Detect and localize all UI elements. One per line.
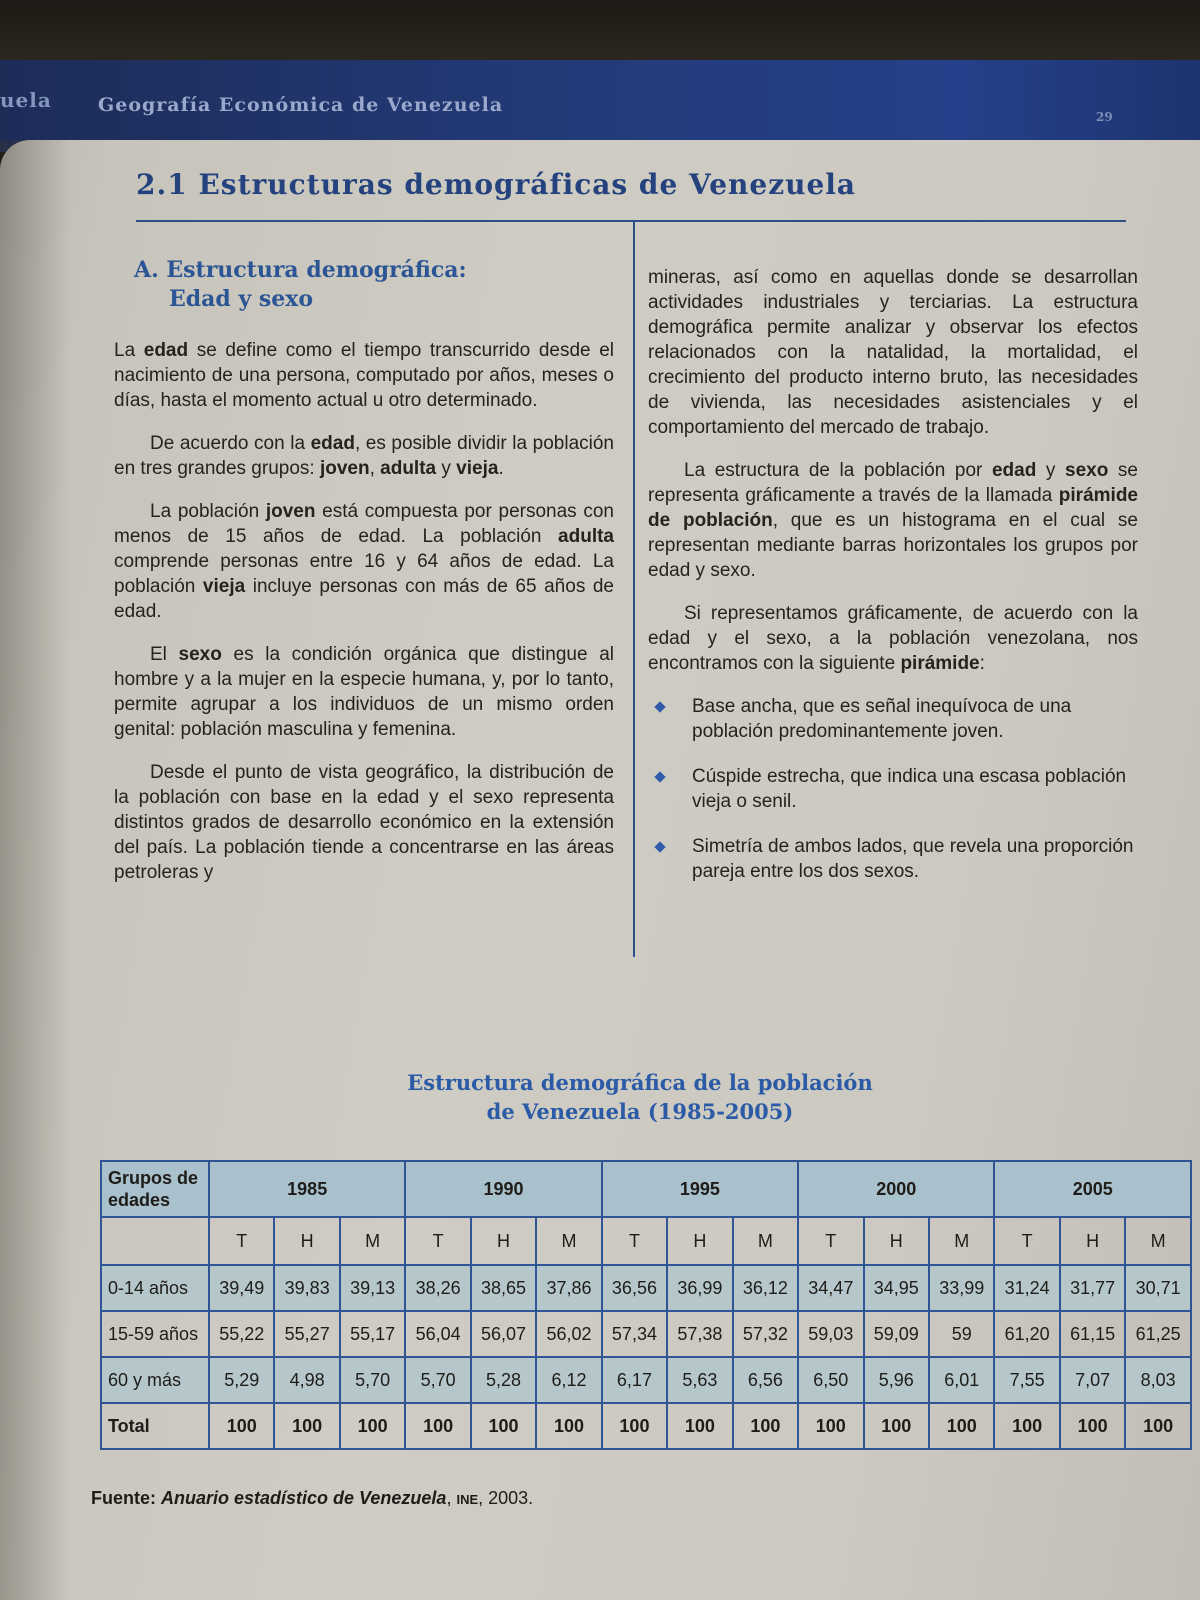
- text-run: y: [1036, 460, 1066, 481]
- table-cell: 33,99: [929, 1265, 994, 1311]
- subcolumn-header: T: [994, 1217, 1059, 1265]
- text-run: La: [114, 340, 144, 361]
- empty-cell: [101, 1217, 209, 1265]
- table-cell: 37,86: [536, 1265, 601, 1311]
- table-cell: 56,07: [471, 1311, 536, 1357]
- right-column: [648, 265, 1138, 904]
- list-item-text: Cúspide estrecha, que indica una escasa población vieja o senil.: [692, 766, 1127, 812]
- year-header: 2005: [994, 1161, 1191, 1217]
- row-label: Total: [101, 1403, 209, 1449]
- list-item-text: Base ancha, que es señal inequívoca de una población predominantemente joven.: [692, 696, 1072, 742]
- table-cell: 55,17: [340, 1311, 405, 1357]
- table-cell: 100: [798, 1403, 863, 1449]
- subsection-heading: [134, 256, 614, 314]
- list-item-text: Simetría de ambos lados, que revela una proporción pareja entre los dos sexos.: [692, 836, 1134, 882]
- table-cell: 100: [471, 1403, 536, 1449]
- table-row: [101, 1311, 1191, 1357]
- table-cell: 100: [1125, 1403, 1191, 1449]
- subcolumn-header: T: [798, 1217, 863, 1265]
- table-cell: 56,02: [536, 1311, 601, 1357]
- text-run: De acuerdo con la: [150, 433, 311, 454]
- text-run: Si representamos gráficamente, de acuerdo con la edad y el sexo, a la población venezolana, nos encontramos con la siguiente: [648, 603, 1138, 674]
- source-organization: INE: [456, 1492, 479, 1507]
- table-cell: 5,28: [471, 1357, 536, 1403]
- table-cell: 100: [274, 1403, 339, 1449]
- table-cell: 100: [536, 1403, 601, 1449]
- list-item: [648, 764, 1138, 814]
- paragraph-pyramid-definition: [648, 458, 1138, 583]
- diamond-bullet-icon: [654, 771, 665, 782]
- subsection-heading-line1: A. Estructura demográfica:: [134, 257, 467, 283]
- table-cell: 5,70: [340, 1357, 405, 1403]
- text-run: incluye personas con más de 65 años de edad.: [114, 576, 615, 622]
- table-cell: 39,49: [209, 1265, 274, 1311]
- table-cell: 6,12: [536, 1357, 601, 1403]
- bold-term: edad: [143, 340, 189, 361]
- background-top: [0, 0, 1200, 60]
- table-cell: 30,71: [1125, 1265, 1191, 1311]
- text-run: El: [150, 644, 179, 665]
- table-cell: 57,38: [667, 1311, 732, 1357]
- table-cell: 36,12: [733, 1265, 798, 1311]
- subcolumn-header: H: [274, 1217, 339, 1265]
- subcolumn-header: M: [1125, 1217, 1191, 1265]
- table-cell: 100: [340, 1403, 405, 1449]
- page-gutter-shadow: [0, 140, 70, 1600]
- group-column-header: Grupos de edades: [101, 1161, 209, 1217]
- diamond-bullet-icon: [654, 701, 665, 712]
- table-cell: 7,55: [994, 1357, 1059, 1403]
- subcolumn-header: M: [929, 1217, 994, 1265]
- table-cell: 5,29: [209, 1357, 274, 1403]
- table-cell: 5,70: [405, 1357, 470, 1403]
- table-cell: 59,03: [798, 1311, 863, 1357]
- table-year-header-row: [101, 1161, 1191, 1217]
- bold-term: adulta: [380, 458, 437, 479]
- paragraph-age-ranges: [114, 499, 614, 624]
- subcolumn-header: H: [864, 1217, 929, 1265]
- source-label: Fuente:: [91, 1488, 156, 1508]
- table-title-line1: Estructura demográfica de la población: [407, 1070, 873, 1095]
- table-cell: 39,13: [340, 1265, 405, 1311]
- title-rule: [136, 220, 1126, 222]
- bold-term: sexo: [178, 644, 222, 665]
- bold-term: pirámide de población: [648, 485, 1138, 531]
- bold-term: joven: [265, 501, 316, 522]
- table-row: [101, 1265, 1191, 1311]
- subcolumn-header: T: [209, 1217, 274, 1265]
- paragraph-age-groups: [114, 431, 614, 481]
- table-cell: 38,26: [405, 1265, 470, 1311]
- list-item: [648, 694, 1138, 744]
- left-column: [114, 256, 614, 903]
- text-run: es la condición orgánica que distingue al hombre y a la mujer en la especie humana, y, por lo tanto, permite agrupar a los individuos de un mismo orden genital: población masculina y femenina.: [114, 644, 614, 740]
- bold-term: pirámide: [900, 653, 980, 674]
- list-item: [648, 834, 1138, 884]
- subcolumn-header: M: [340, 1217, 405, 1265]
- table-cell: 61,25: [1125, 1311, 1191, 1357]
- table-cell: 100: [994, 1403, 1059, 1449]
- text-run: , es posible dividir la población en tres grandes grupos:: [114, 433, 614, 479]
- table-cell: 100: [864, 1403, 929, 1449]
- subcolumn-header: M: [536, 1217, 601, 1265]
- running-header-fragment: uela: [0, 88, 52, 112]
- text-run: ,: [369, 458, 381, 479]
- table-cell: 5,63: [667, 1357, 732, 1403]
- paragraph-continuation: [648, 265, 1138, 440]
- subcolumn-header: M: [733, 1217, 798, 1265]
- year-header: 1990: [405, 1161, 601, 1217]
- year-header: 1985: [209, 1161, 405, 1217]
- table-row: [101, 1357, 1191, 1403]
- table-subheader-row: [101, 1217, 1191, 1265]
- paragraph-geographic-distribution: [114, 760, 614, 885]
- bold-term: adulta: [558, 526, 614, 547]
- text-run: La estructura de la población por: [684, 460, 992, 481]
- diamond-bullet-icon: [654, 841, 665, 852]
- bold-term: edad: [310, 433, 355, 454]
- table-cell: 4,98: [274, 1357, 339, 1403]
- table-cell: 6,17: [602, 1357, 667, 1403]
- source-citation: Fuente: Anuario estadístico de Venezuela, INE, 2003.: [91, 1488, 534, 1508]
- table-title: [380, 1068, 900, 1126]
- text-run: está compuesta por personas con menos de 15 años de edad. La población: [114, 501, 614, 547]
- table-cell: 6,56: [733, 1357, 798, 1403]
- text-run: Desde el punto de vista geográfico, la distribución de la población con base en la edad y el sexo representa distintos grados de desarrollo económico en la extensión del país. La población tiende a concentrarse en las áreas petroleras y: [114, 762, 614, 883]
- table-cell: 34,47: [798, 1265, 863, 1311]
- table-cell: 100: [733, 1403, 798, 1449]
- subcolumn-header: T: [405, 1217, 470, 1265]
- table-cell: 6,50: [798, 1357, 863, 1403]
- table-cell: 56,04: [405, 1311, 470, 1357]
- subcolumn-header: T: [602, 1217, 667, 1265]
- table-cell: 31,77: [1060, 1265, 1125, 1311]
- table-cell: 36,56: [602, 1265, 667, 1311]
- text-run: se define como el tiempo transcurrido desde el nacimiento de una persona, computado por años, meses o días, hasta el momento actual u otro determinado.: [114, 340, 614, 411]
- paragraph-sexo-definition: [114, 642, 614, 742]
- text-run: La población: [150, 501, 266, 522]
- row-label: 0-14 años: [101, 1265, 209, 1311]
- paragraph-edad-definition: [114, 338, 614, 413]
- text-run: y: [436, 458, 457, 479]
- section-title: 2.1 Estructuras demográficas de Venezuela: [136, 168, 857, 201]
- text-run: :: [979, 653, 985, 674]
- row-label: 15-59 años: [101, 1311, 209, 1357]
- source-year: 2003.: [488, 1488, 534, 1508]
- table-cell: 100: [209, 1403, 274, 1449]
- table-cell: 100: [602, 1403, 667, 1449]
- table-cell: 100: [405, 1403, 470, 1449]
- bold-term: sexo: [1065, 460, 1109, 481]
- table-cell: 61,15: [1060, 1311, 1125, 1357]
- table-cell: 100: [929, 1403, 994, 1449]
- table-cell: 39,83: [274, 1265, 339, 1311]
- subsection-heading-line2: Edad y sexo: [169, 286, 314, 312]
- table-cell: 59,09: [864, 1311, 929, 1357]
- column-divider: [633, 222, 635, 957]
- bold-term: vieja: [456, 458, 499, 479]
- table-cell: 6,01: [929, 1357, 994, 1403]
- text-run: .: [498, 458, 504, 479]
- table-cell: 59: [929, 1311, 994, 1357]
- table-cell: 100: [667, 1403, 732, 1449]
- table-cell: 55,27: [274, 1311, 339, 1357]
- table-cell: 57,34: [602, 1311, 667, 1357]
- table-row: [101, 1403, 1191, 1449]
- pyramid-features-list: [648, 694, 1138, 884]
- subcolumn-header: H: [1060, 1217, 1125, 1265]
- bold-term: joven: [319, 458, 370, 479]
- source-work: Anuario estadístico de Venezuela: [161, 1488, 447, 1508]
- text-run: se representa gráficamente a través de la llamada: [648, 460, 1138, 506]
- table-cell: 34,95: [864, 1265, 929, 1311]
- subcolumn-header: H: [471, 1217, 536, 1265]
- table-cell: 7,07: [1060, 1357, 1125, 1403]
- bold-term: edad: [991, 460, 1037, 481]
- table-cell: 61,20: [994, 1311, 1059, 1357]
- year-header: 2000: [798, 1161, 994, 1217]
- table-cell: 31,24: [994, 1265, 1059, 1311]
- table-cell: 55,22: [209, 1311, 274, 1357]
- table-cell: 36,99: [667, 1265, 732, 1311]
- paragraph-venezuelan-pyramid: [648, 601, 1138, 676]
- table-cell: 57,32: [733, 1311, 798, 1357]
- table-cell: 8,03: [1125, 1357, 1191, 1403]
- year-header: 1995: [602, 1161, 798, 1217]
- subcolumn-header: H: [667, 1217, 732, 1265]
- text-run: comprende personas entre 16 y 64 años de edad. La población: [114, 551, 614, 597]
- row-label: 60 y más: [101, 1357, 209, 1403]
- demographic-table: [100, 1160, 1192, 1450]
- bold-term: vieja: [202, 576, 246, 597]
- running-header-title: Geografía Económica de Venezuela: [98, 94, 504, 116]
- table-cell: 5,96: [864, 1357, 929, 1403]
- page-number: 29: [1096, 110, 1113, 124]
- table-cell: 100: [1060, 1403, 1125, 1449]
- table-title-line2: de Venezuela (1985-2005): [486, 1099, 794, 1124]
- table-cell: 38,65: [471, 1265, 536, 1311]
- text-run: , que es un histograma en el cual se representan mediante barras horizontales los grupos por edad y sexo.: [648, 510, 1138, 581]
- text-run: mineras, así como en aquellas donde se desarrollan actividades industriales y terciarias. La estructura demográfica permite analizar y observar los efectos relacionados con la natalidad, la mortalidad, el crecimiento del producto interno bruto, las necesidades de vivienda, las necesidades asistenciales y el comportamiento del mercado de trabajo.: [648, 267, 1138, 438]
